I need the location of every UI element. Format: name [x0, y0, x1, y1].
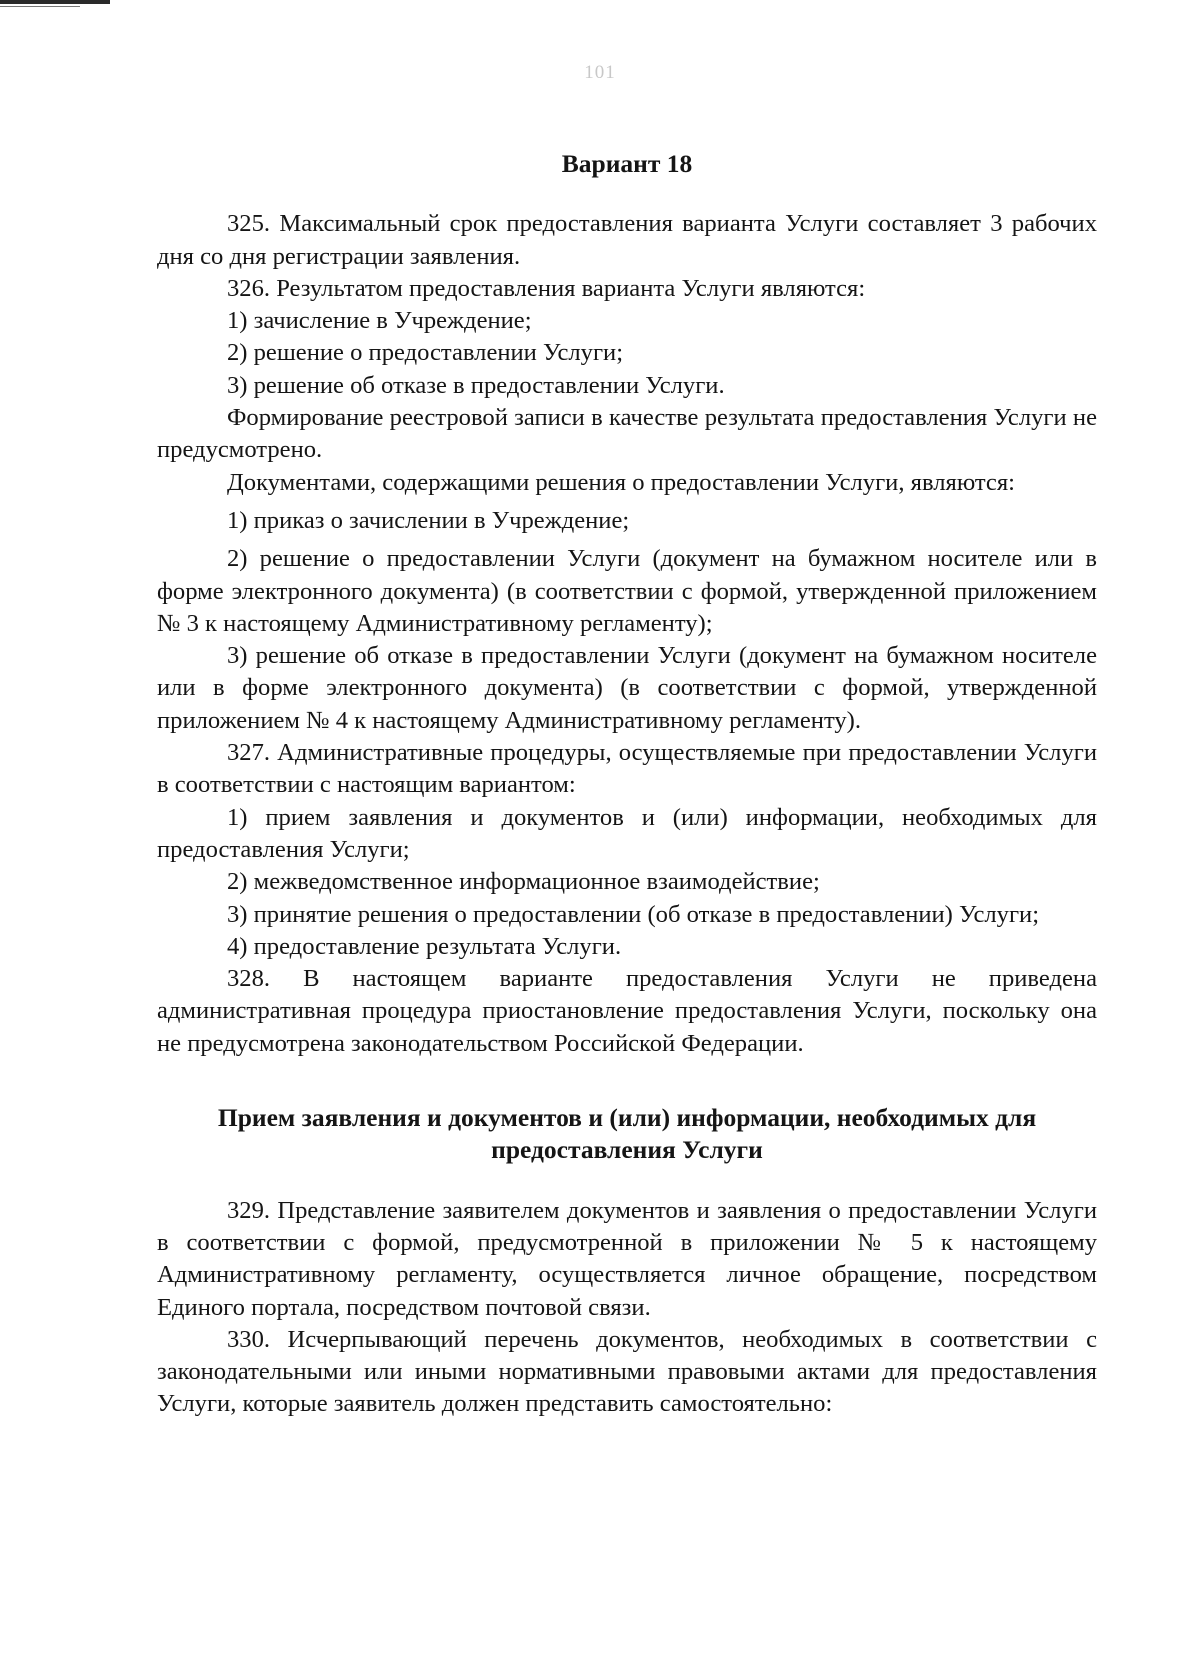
list-item-327-1: 1) прием заявления и документов и (или) информации, необходимых для предоставления Услуги;: [157, 803, 1097, 863]
scan-corner-line: [0, 6, 80, 7]
document-body: [157, 148, 1097, 1421]
paragraph-325: 325. Максимальный срок предоставления варианта Услуги составляет 3 рабочих дня со дня регистрации заявления.: [157, 210, 1097, 270]
list-item-326-3: 3) решение об отказе в предоставлении Услуги.: [227, 371, 725, 399]
list-item-documents-3: 3) решение об отказе в предоставлении Услуги (документ на бумажном носителе или в форме электронного документа) (в соответствии с формой, утвержденной приложением № 4 к настоящему Административному регламенту).: [157, 642, 1097, 734]
list-item-327-4: 4) предоставление результата Услуги.: [227, 932, 622, 960]
list-item-326-2: 2) решение о предоставлении Услуги;: [227, 339, 624, 367]
variant-heading: Вариант 18: [561, 149, 693, 178]
paragraph-329: 329. Представление заявителем документов и заявления о предоставлении Услуги в соответствии с формой, предусмотренной в приложении № 5 к настоящему Административному регламенту, осуществляется личное обращение, посредством Единого портала, посредством почтовой связи.: [157, 1196, 1097, 1321]
paragraph-328: 328. В настоящем варианте предоставления Услуги не приведена административная процедура приостановление предоставления Услуги, поскольку она не предусмотрена законодательством Российской Федерации.: [157, 965, 1097, 1057]
paragraph-330: 330. Исчерпывающий перечень документов, необходимых в соответствии с законодательными или иными нормативными правовыми актами для предоставления Услуги, которые заявитель должен представить самостоятельно:: [157, 1325, 1097, 1418]
paragraph-decision-documents: Документами, содержащими решения о предоставлении Услуги, являются:: [227, 468, 1015, 496]
scan-corner-mark: [0, 0, 110, 4]
paragraph-registry-record: Формирование реестровой записи в качестве результата предоставления Услуги не предусмотрено.: [157, 404, 1097, 464]
paragraph-327: 327. Административные процедуры, осуществляемые при предоставлении Услуги в соответствии с настоящим вариантом:: [157, 739, 1097, 799]
list-item-documents-2: 2) решение о предоставлении Услуги (документ на бумажном носителе или в форме электронного документа) (в соответствии с формой, утвержденной приложением № 3 к настоящему Административному регламенту);: [157, 545, 1097, 637]
list-item-327-2: 2) межведомственное информационное взаимодействие;: [227, 868, 820, 896]
page-number: 101: [584, 62, 616, 83]
section-heading: Прием заявления и документов и (или) информации, необходимых для предоставления Услуги: [217, 1103, 1037, 1165]
list-item-327-3: 3) принятие решения о предоставлении (об отказе в предоставлении) Услуги;: [227, 900, 1040, 928]
paragraph-326: 326. Результатом предоставления варианта Услуги являются:: [227, 274, 866, 302]
list-item-documents-1: 1) приказ о зачислении в Учреждение;: [227, 506, 630, 534]
list-item-326-1: 1) зачисление в Учреждение;: [227, 307, 532, 335]
